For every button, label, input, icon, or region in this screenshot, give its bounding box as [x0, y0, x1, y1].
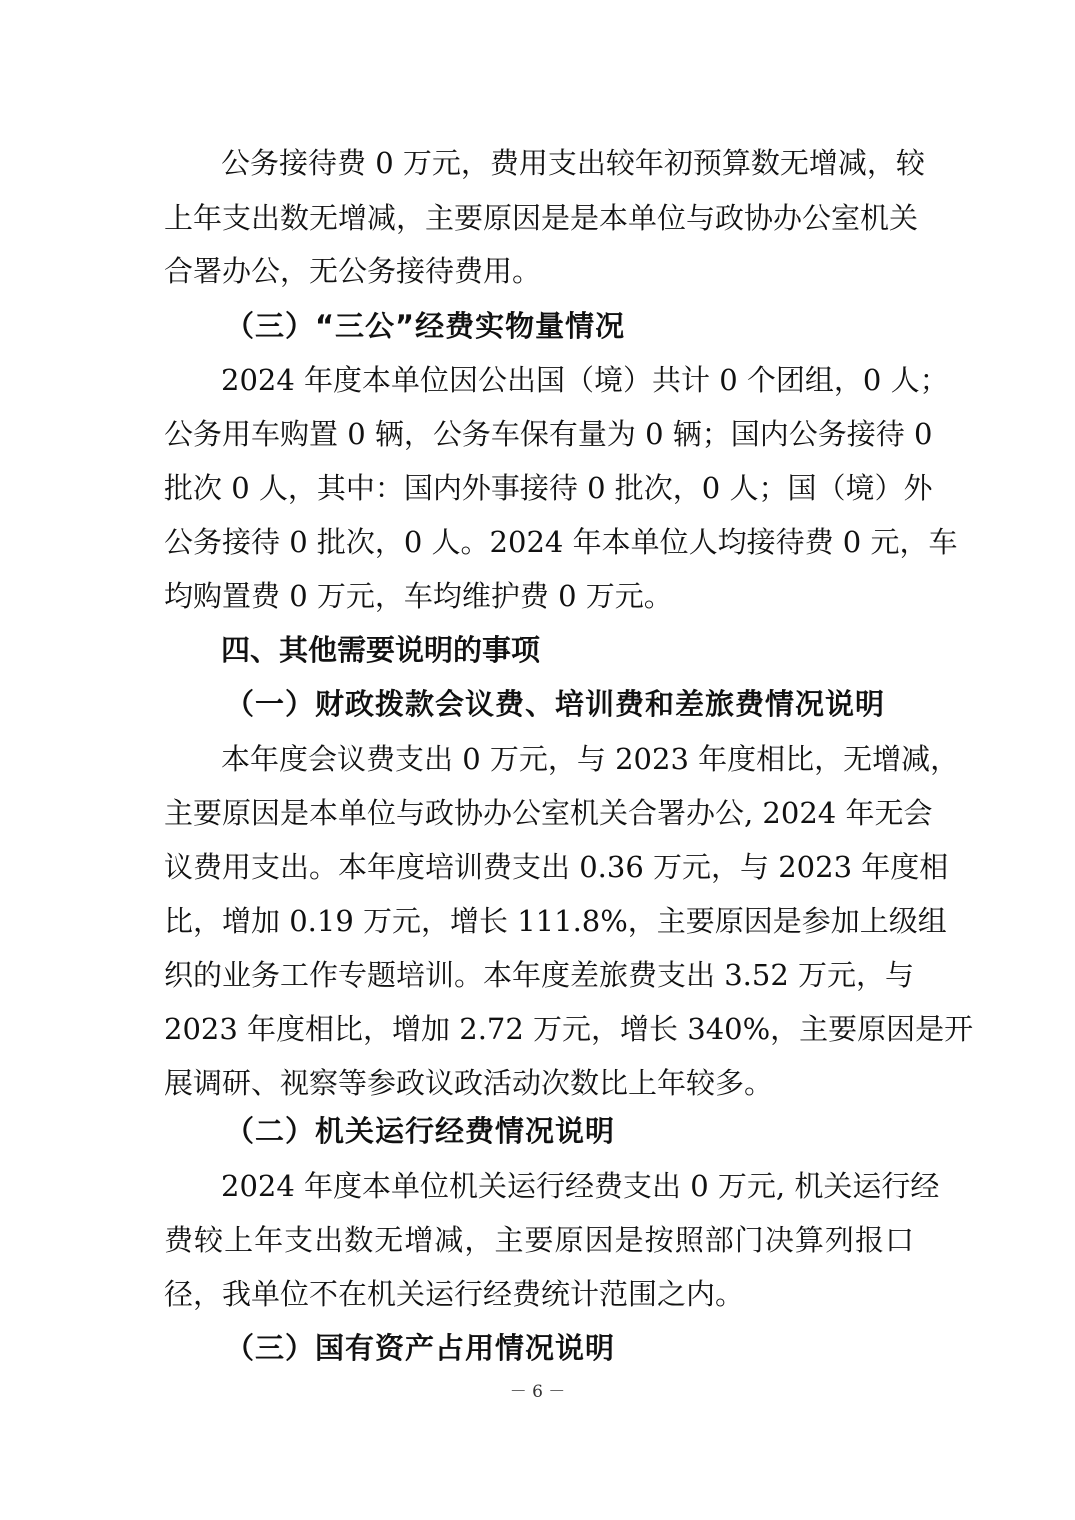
- section-heading-other-matters: 四、其他需要说明的事项: [221, 633, 541, 667]
- paragraph-line: 2024 年度本单位因公出国（境）共计 0 个团组，0 人；: [221, 363, 949, 397]
- paragraph-line: 公务接待 0 批次，0 人。2024 年本单位人均接待费 0 元，车: [164, 525, 958, 559]
- paragraph-line: 2023 年度相比，增加 2.72 万元，增长 340%，主要原因是开: [164, 1012, 974, 1046]
- section-heading-meeting-training-travel: （一）财政拨款会议费、培训费和差旅费情况说明: [225, 687, 886, 721]
- paragraph-line: 主要原因是本单位与政协办公室机关合署办公, 2024 年无会: [164, 796, 933, 830]
- paragraph-line: 费较上年支出数无增减，主要原因是按照部门决算列报口: [164, 1223, 914, 1257]
- paragraph-line: 公务接待费 0 万元，费用支出较年初预算数无增减，较: [221, 146, 925, 180]
- section-heading-sanggong-quantity: （三）“三公”经费实物量情况: [225, 309, 626, 343]
- paragraph-line: 比，增加 0.19 万元，增长 111.8%，主要原因是参加上级组: [164, 904, 947, 938]
- paragraph-line: 径，我单位不在机关运行经费统计范围之内。: [164, 1277, 745, 1311]
- paragraph-line: 合署办公，无公务接待费用。: [164, 254, 542, 288]
- page-number: － 6 －: [509, 1382, 566, 1402]
- paragraph-line: 公务用车购置 0 辆，公务车保有量为 0 辆；国内公务接待 0: [164, 417, 933, 451]
- paragraph-line: 2024 年度本单位机关运行经费支出 0 万元, 机关运行经: [221, 1169, 940, 1203]
- section-heading-state-assets: （三）国有资产占用情况说明: [225, 1331, 616, 1365]
- paragraph-line: 批次 0 人，其中：国内外事接待 0 批次，0 人；国（境）外: [164, 471, 933, 505]
- paragraph-line: 议费用支出。本年度培训费支出 0.36 万元，与 2023 年度相: [164, 850, 949, 884]
- section-heading-operating-expenses: （二）机关运行经费情况说明: [225, 1114, 616, 1148]
- paragraph-line: 织的业务工作专题培训。本年度差旅费支出 3.52 万元，与: [164, 958, 915, 992]
- paragraph-line: 本年度会议费支出 0 万元，与 2023 年度相比，无增减，: [221, 742, 960, 776]
- paragraph-line: 展调研、视察等参政议政活动次数比上年较多。: [164, 1066, 774, 1100]
- paragraph-line: 上年支出数无增减，主要原因是是本单位与政协办公室机关: [164, 201, 919, 235]
- paragraph-line: 均购置费 0 万元，车均维护费 0 万元。: [164, 579, 673, 613]
